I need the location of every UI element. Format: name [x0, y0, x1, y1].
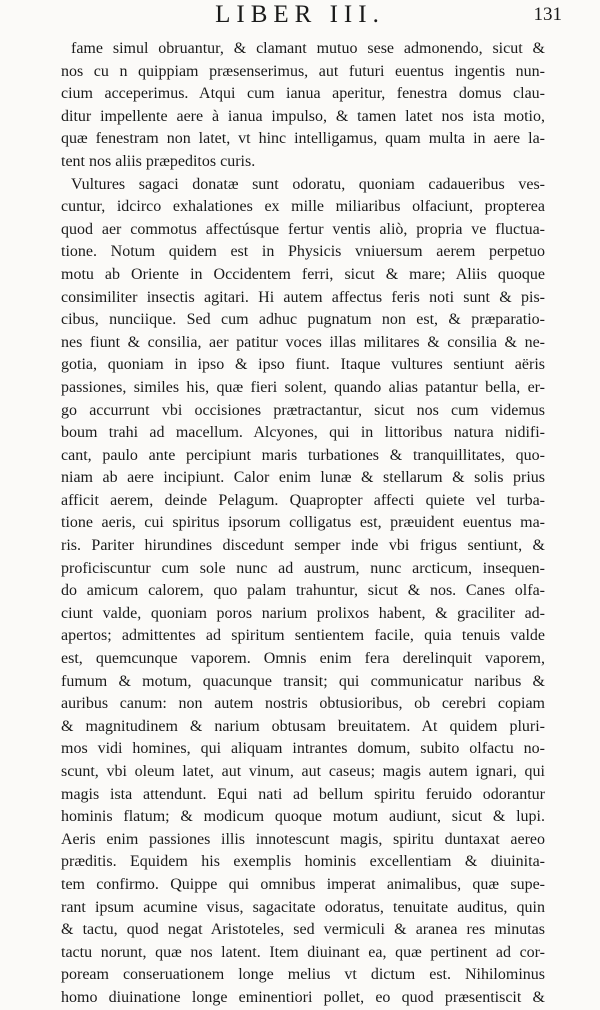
text-line: go accurrunt vbi occisiones prætractantur, sicut nos cum videmus [61, 401, 545, 419]
text-line: quod aer commotus affectúsque fertur ventis aliò, propria ve fluctua- [61, 220, 545, 238]
text-line: afficit aerem, deinde Pelagum. Quapropter affecti quiete vel turba- [61, 491, 545, 509]
text-line: tactu norunt, quæ nos latent. Item diuinant ea, quæ pertinent ad cor- [61, 943, 545, 961]
text-line: consimiliter insectis agitari. Hi autem affectus feris noti sunt & pis- [61, 288, 545, 306]
text-line: tione aeris, cui spiritus ipsorum colligatus est, præuident euentus ma- [61, 514, 545, 532]
text-line: nes fiunt & consilia, aer patitur voces illas militares & consilia & ne- [61, 333, 545, 351]
text-line: poream conseruationem longe melius vt dictum est. Nihilominus [61, 966, 545, 984]
text-line: tem confirmo. Quippe qui omnibus imperat animalibus, quæ supe- [61, 875, 545, 893]
page-number: 131 [533, 4, 562, 25]
text-line: ciunt valde, quoniam poros narium prolixos habent, & graciliter ad- [61, 604, 545, 622]
text-line: cium acceperimus. Atqui cum ianua aperitur, fenestra domus clau- [61, 85, 545, 103]
text-line: scunt, vbi oleum latet, aut vinum, aut caseus; magis autem ignari, qui [61, 763, 545, 780]
text-line: & magnitudinem & narium obtusam breuitatem. At quidem pluri- [61, 717, 545, 735]
text-line: auribus canum: non autem nostris obtusioribus, ob cerebri copiam [61, 695, 545, 713]
body-text [61, 38, 545, 1010]
text-line: præditis. Equidem his exemplis hominis excellentiam & diuinita- [61, 853, 545, 871]
text-line: boum trahi ad macellum. Alcyones, qui in littoribus natura nidifi- [61, 424, 545, 442]
text-line: tione. Notum quidem est in Physicis vniuersum aerem perpetuo [61, 243, 545, 261]
text-line: cibus, nunciique. Sed cum adhuc pugnatum non est, & præparatio- [61, 311, 545, 329]
text-line: nos cu n quippiam præsenserimus, aut futuri euentus ingentis nun- [61, 62, 545, 80]
text-line: fame simul obruantur, & clamant mutuo sese admonendo, sicut & [71, 40, 545, 57]
text-line: proficiscuntur cum sole nunc ad austrum, nunc arcticum, insequen- [61, 559, 545, 577]
text-line: ditur impellente aere à ianua impulso, & tamen latet nos ista motio, [61, 107, 545, 125]
text-line: cuntur, idcirco exhalationes ex mille miliaribus olfaciunt, propterea [61, 198, 545, 216]
text-line: hominis flatum; & modicum quoque motum audiunt, sicut & lupi. [61, 808, 545, 826]
text-line: Vultures sagaci donatæ sunt odoratu, quoniam cadaueribus ves- [71, 175, 545, 193]
text-line: niam ab aere incipiunt. Calor enim lunæ & stellarum & solis prius [61, 469, 545, 487]
text-line: quæ fenestram non latet, vt hinc intelligamus, quam multa in aere la- [61, 130, 545, 148]
text-line: motu ab Oriente in Occidentem ferri, sicut & mare; Aliis quoque [61, 265, 545, 283]
text-line: do amicum calorem, quo palam trahuntur, sicut & nos. Canes olfa- [61, 582, 545, 600]
text-line: gotia, quoniam in ipso & ipso fiunt. Itaque vultures sentiunt aëris [61, 356, 545, 374]
text-line: fumum & motum, quacunque transit; qui communicatur naribus & [61, 672, 545, 690]
text-line: apertos; admittentes ad spiritum sentientem facile, quia tenuis valde [61, 627, 545, 645]
text-line: homo diuinatione longe eminentiori pollet, eo quod præsentiscit & [61, 988, 545, 1006]
text-line: Aeris enim passiones illis innotescunt magis, spiritu duntaxat aereo [61, 830, 545, 848]
text-line: rant ipsum acumine visus, sagacitate odoratus, tenuitate auditus, quin [61, 898, 545, 916]
running-title: LIBER III. [215, 1, 385, 28]
text-line: passiones, similes his, quæ fieri solent, quando alias patantur bella, er- [61, 378, 545, 396]
page-header [0, 0, 600, 34]
text-line: magis ista attendunt. Equi nati ad bellum spiritu feruido odorantur [61, 785, 545, 803]
text-line: est, quemcunque vaporem. Omnis enim fera derelinquit vaporem, [61, 650, 545, 668]
text-line: mos vidi homines, qui aliquam intrantes domum, subito olfactu no- [61, 740, 545, 758]
text-line: cant, paulo ante percipiunt maris turbationes & tranquillitates, quo- [61, 446, 545, 464]
text-line: ris. Pariter hirundines discedunt semper inde vbi frigus sentiunt, & [61, 537, 545, 555]
text-line: & tactu, quod negat Aristoteles, sed vermiculi & aranea res minutas [61, 921, 545, 939]
text-line: tent nos aliis præpeditos curis. [61, 152, 256, 170]
